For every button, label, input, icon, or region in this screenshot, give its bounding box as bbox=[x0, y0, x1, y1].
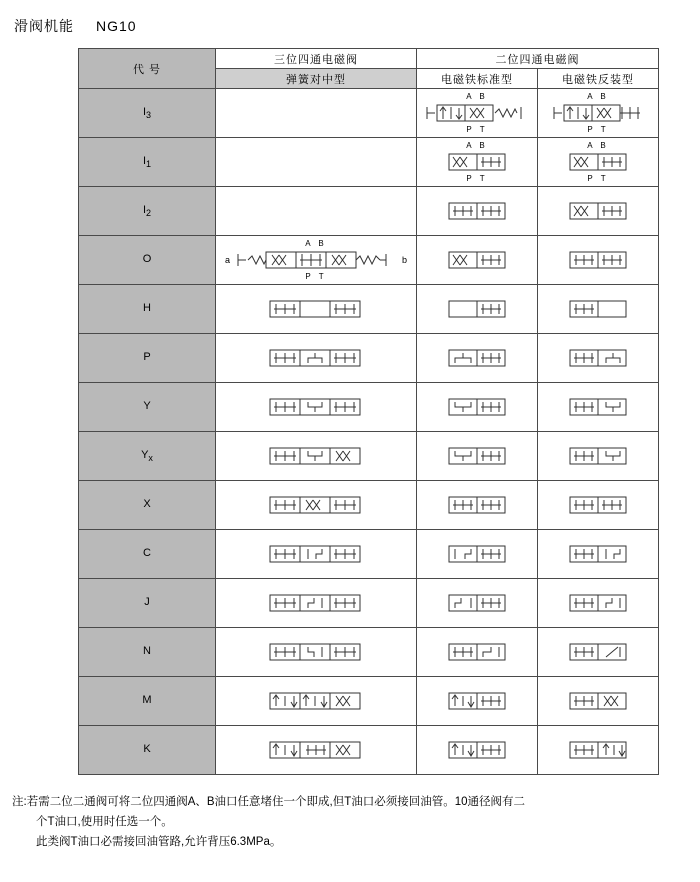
row-code-n: N bbox=[79, 628, 216, 677]
symbol-3pos-c bbox=[216, 530, 417, 579]
symbol-2pos-std-n bbox=[417, 628, 538, 677]
header-sub-reverse-solenoid: 电磁铁反装型 bbox=[538, 69, 659, 89]
table-row bbox=[79, 677, 659, 726]
symbol-2pos-std-j bbox=[417, 579, 538, 628]
row-code-i2: $I_2$ bbox=[79, 187, 216, 236]
symbol-2pos-rev-j bbox=[538, 579, 659, 628]
row-code-yx: $Y_x$ bbox=[79, 432, 216, 481]
header-code: 代 号 bbox=[79, 49, 216, 89]
symbol-2pos-std-yx bbox=[417, 432, 538, 481]
footnote-line-3: 此类阀T油口必需接回油管路,允许背压6.3MPa。 bbox=[36, 836, 282, 848]
symbol-2pos-rev-i3 bbox=[538, 89, 659, 138]
symbol-3pos-m bbox=[216, 677, 417, 726]
symbol-2pos-std-k bbox=[417, 726, 538, 775]
symbol-3pos-i2 bbox=[216, 187, 417, 236]
table-row bbox=[79, 726, 659, 775]
table-row bbox=[79, 285, 659, 334]
label-side-a: a bbox=[224, 255, 230, 265]
row-code-y: Y bbox=[79, 383, 216, 432]
table-row bbox=[79, 530, 659, 579]
symbol-2pos-rev-i1 bbox=[538, 138, 659, 187]
symbol-2pos-std-y bbox=[417, 383, 538, 432]
symbol-3pos-o bbox=[216, 236, 417, 285]
table-row bbox=[79, 481, 659, 530]
symbol-3pos-j bbox=[216, 579, 417, 628]
label-side-b: b bbox=[402, 255, 408, 265]
row-code-i1: $I_1$ bbox=[79, 138, 216, 187]
port-label-top: A B bbox=[466, 141, 488, 150]
footnotes bbox=[12, 792, 688, 852]
row-code-o: O bbox=[79, 236, 216, 285]
port-label-bottom: P T bbox=[466, 125, 488, 134]
symbol-2pos-rev-h bbox=[538, 285, 659, 334]
symbol-2pos-std-m bbox=[417, 677, 538, 726]
symbol-3pos-p bbox=[216, 334, 417, 383]
port-label-bottom: P T bbox=[466, 174, 488, 183]
table-row bbox=[79, 383, 659, 432]
port-label-top: A B bbox=[587, 141, 609, 150]
port-label-top: A B bbox=[587, 92, 609, 101]
symbol-2pos-rev-k bbox=[538, 726, 659, 775]
symbol-2pos-rev-n bbox=[538, 628, 659, 677]
symbol-2pos-std-i2 bbox=[417, 187, 538, 236]
header-group-3pos: 三位四通电磁阀 bbox=[216, 49, 417, 69]
port-label-top: A B bbox=[466, 92, 488, 101]
table-row bbox=[79, 432, 659, 481]
symbol-3pos-h bbox=[216, 285, 417, 334]
footnote-line-1: 注:若需二位二通阀可将二位四通阀A、B油口任意堵住一个即成,但T油口必须接回油管。10通径阀有二 bbox=[12, 796, 526, 808]
symbol-3pos-k bbox=[216, 726, 417, 775]
symbol-2pos-std-i1 bbox=[417, 138, 538, 187]
header-sub-standard-solenoid: 电磁铁标准型 bbox=[417, 69, 538, 89]
table-row bbox=[79, 138, 659, 187]
symbol-3pos-x bbox=[216, 481, 417, 530]
table-row bbox=[79, 334, 659, 383]
symbol-2pos-rev-x bbox=[538, 481, 659, 530]
table-row bbox=[79, 89, 659, 138]
page-title bbox=[14, 16, 137, 36]
symbol-2pos-rev-yx bbox=[538, 432, 659, 481]
spool-function-table bbox=[78, 48, 659, 775]
row-code-k: K bbox=[79, 726, 216, 775]
row-code-j: J bbox=[79, 579, 216, 628]
page-title-code: NG10 bbox=[96, 18, 137, 34]
symbol-2pos-rev-y bbox=[538, 383, 659, 432]
table-row bbox=[79, 236, 659, 285]
symbol-2pos-rev-i2 bbox=[538, 187, 659, 236]
symbol-2pos-rev-p bbox=[538, 334, 659, 383]
port-label-bottom: P T bbox=[305, 272, 327, 281]
symbol-2pos-std-c bbox=[417, 530, 538, 579]
port-label-top: A B bbox=[305, 239, 327, 248]
symbol-2pos-std-p bbox=[417, 334, 538, 383]
symbol-3pos-n bbox=[216, 628, 417, 677]
header-sub-spring-centered: 弹簧对中型 bbox=[216, 69, 417, 89]
row-code-x: X bbox=[79, 481, 216, 530]
page-title-text: 滑阀机能 bbox=[14, 18, 74, 34]
table-row bbox=[79, 628, 659, 677]
table-row bbox=[79, 187, 659, 236]
header-group-2pos: 二位四通电磁阀 bbox=[417, 49, 659, 69]
table-header-row-1 bbox=[79, 49, 659, 69]
symbol-2pos-rev-m bbox=[538, 677, 659, 726]
table-row bbox=[79, 579, 659, 628]
footnote-line-2: 个T油口,使用时任选一个。 bbox=[36, 816, 173, 828]
symbol-2pos-std-h bbox=[417, 285, 538, 334]
symbol-2pos-rev-o bbox=[538, 236, 659, 285]
symbol-3pos-y bbox=[216, 383, 417, 432]
port-label-bottom: P T bbox=[587, 174, 609, 183]
symbol-3pos-i1 bbox=[216, 138, 417, 187]
port-label-bottom: P T bbox=[587, 125, 609, 134]
symbol-3pos-yx bbox=[216, 432, 417, 481]
symbol-2pos-std-o bbox=[417, 236, 538, 285]
row-code-c: C bbox=[79, 530, 216, 579]
symbol-2pos-std-x bbox=[417, 481, 538, 530]
row-code-p: P bbox=[79, 334, 216, 383]
symbol-3pos-i3 bbox=[216, 89, 417, 138]
row-code-i3: $I_3$ bbox=[79, 89, 216, 138]
symbol-2pos-std-i3 bbox=[417, 89, 538, 138]
symbol-2pos-rev-c bbox=[538, 530, 659, 579]
row-code-m: M bbox=[79, 677, 216, 726]
row-code-h: H bbox=[79, 285, 216, 334]
